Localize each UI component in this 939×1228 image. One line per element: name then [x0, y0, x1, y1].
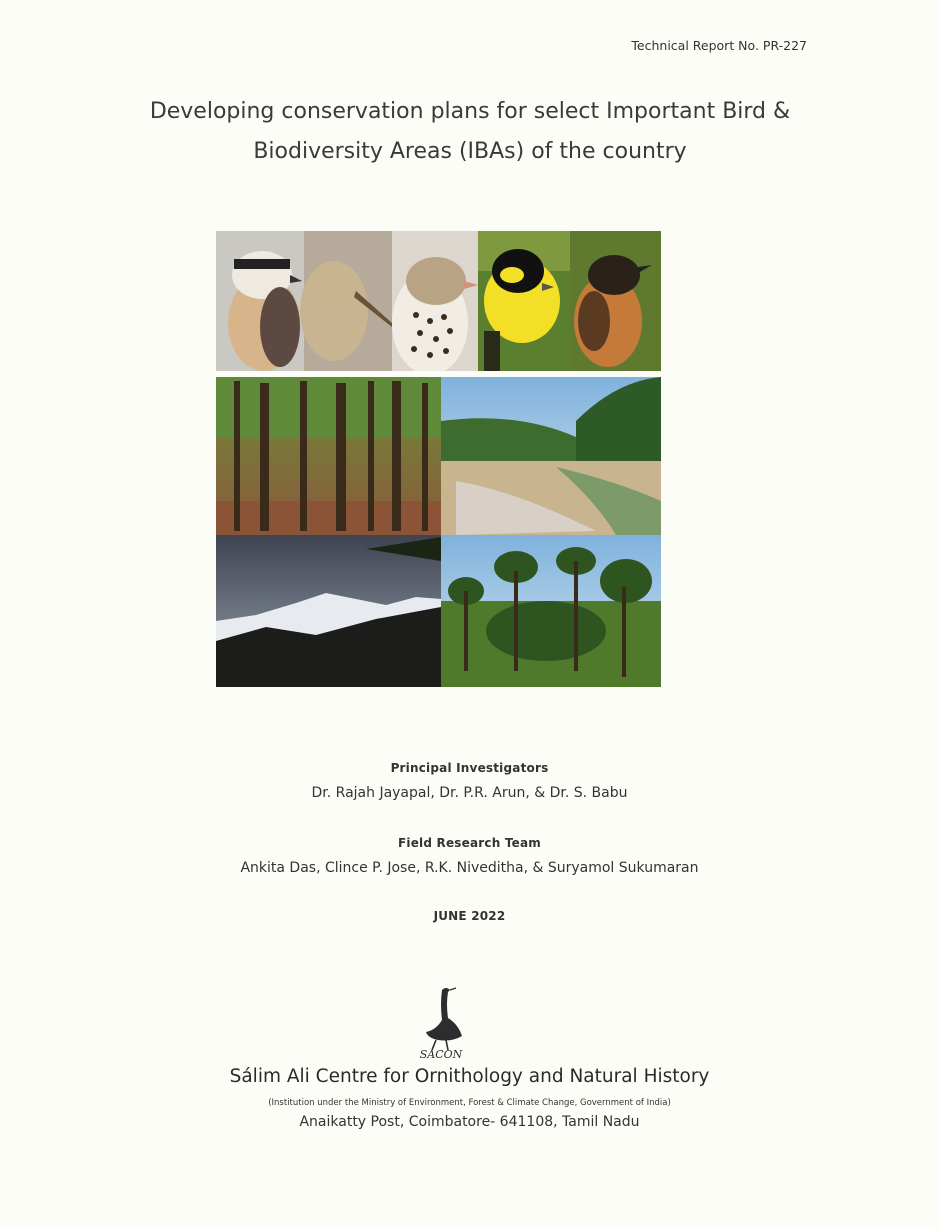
principal-investigators-names: Dr. Rajah Jayapal, Dr. P.R. Arun, & Dr. S. Babu — [311, 785, 628, 801]
field-research-team-heading: Field Research Team — [398, 836, 541, 850]
principal-investigators-heading: Principal Investigators — [390, 761, 549, 775]
conifer-forest-photo — [441, 535, 661, 687]
sandpiper-photo — [300, 231, 392, 371]
title-line-2: Biodiversity Areas (IBAs) of the country — [253, 139, 687, 164]
stonechat-photo — [570, 231, 661, 371]
field-research-team-names: Ankita Das, Clince P. Jose, R.K. Niveditha, & Suryamol Sukumaran — [240, 860, 699, 876]
cover-photo-collage — [216, 231, 661, 687]
river-photo — [441, 377, 661, 535]
sacon-logo — [406, 984, 476, 1060]
forest-photo — [216, 377, 441, 535]
organization-subtitle: (Institution under the Ministry of Environment, Forest & Climate Change, Government of India) — [268, 1098, 671, 1108]
report-date: JUNE 2022 — [433, 909, 506, 923]
title-line-1: Developing conservation plans for select Important Bird & — [149, 99, 791, 124]
pipit-photo — [392, 231, 478, 375]
report-number: Technical Report No. PR-227 — [631, 38, 807, 53]
organization-name: Sálim Ali Centre for Ornithology and Natural History — [229, 1066, 710, 1087]
yellow-tit-photo — [478, 231, 570, 371]
shrike-photo — [216, 231, 304, 371]
organization-address: Anaikatty Post, Coimbatore- 641108, Tamil Nadu — [299, 1114, 640, 1130]
report-title — [60, 92, 880, 172]
mountain-photo — [216, 535, 441, 687]
logo-text: SACON — [419, 1048, 463, 1060]
